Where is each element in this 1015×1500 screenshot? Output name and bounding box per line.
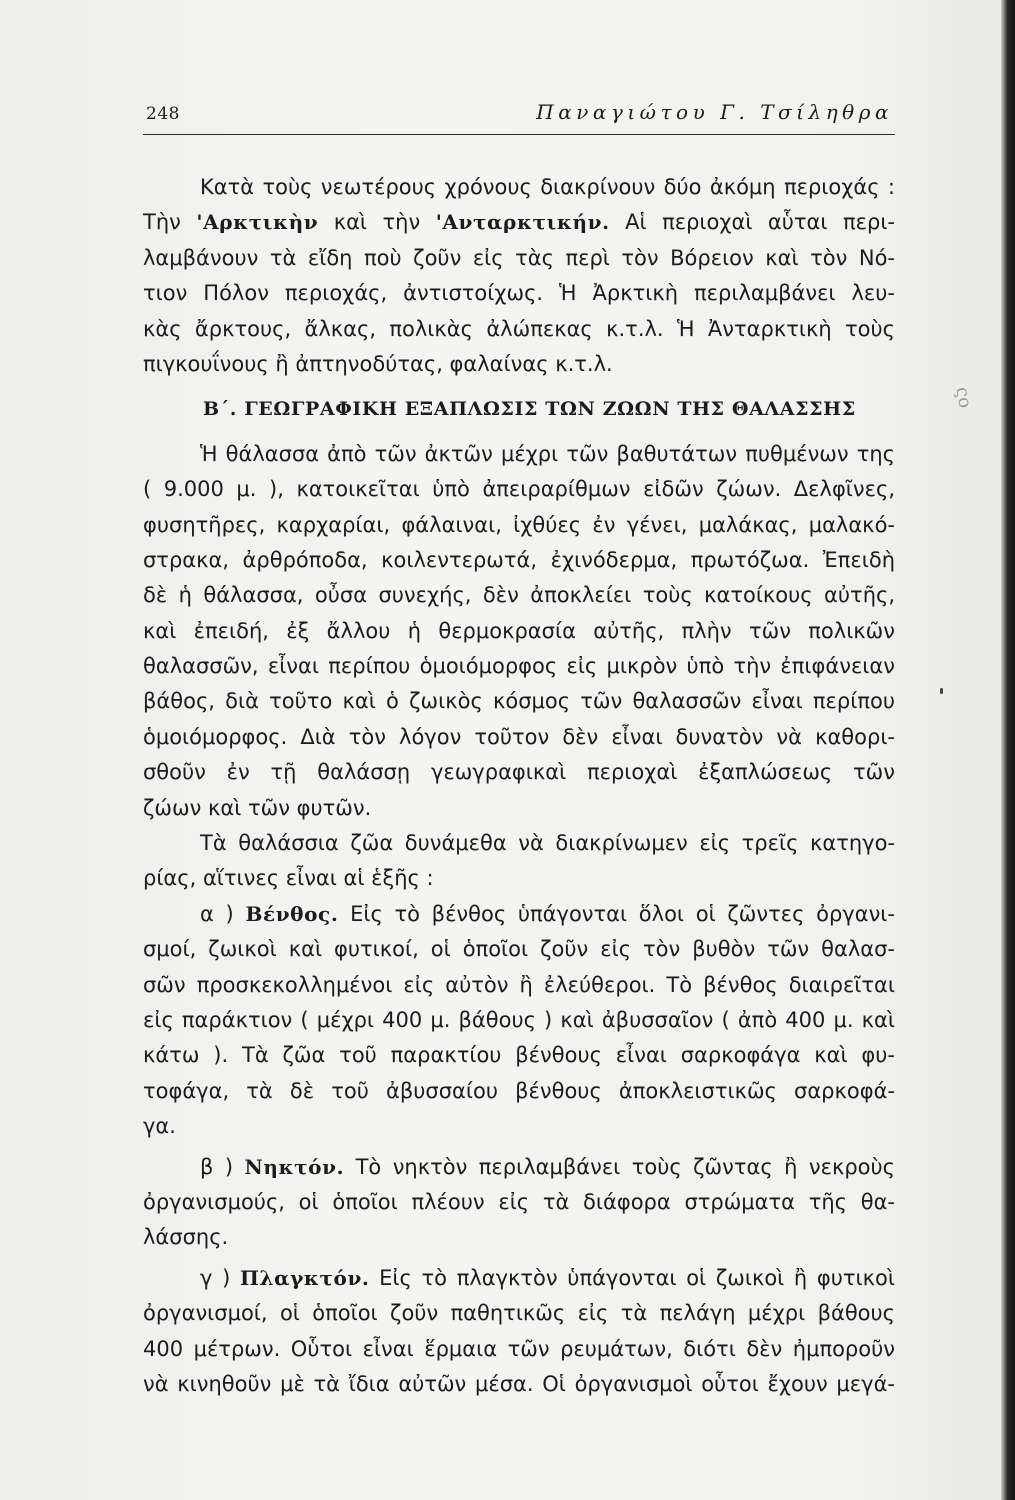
running-head: Παναγιώτου Γ. Τσίληθρα [536,100,893,124]
text-line: φυσητῆρες, καρχαρίαι, φάλαιναι, ἰχθύες ἐν γένει, μαλάκας, μαλακό- [143,512,895,537]
text-line: σθοῦν ἐν τῇ θαλάσσῃ γεωγραφικαὶ περιοχαὶ ἐξαπλώσεως τῶν [143,760,895,785]
scan-edge [1001,0,1015,1500]
text-line: νὰ κινηθοῦν μὲ τὰ ἴδια αὐτῶν μέσα. Οἱ ὀργανισμοὶ οὗτοι ἔχουν μεγά- [143,1371,895,1396]
text-line: Ἡ θάλασσα ἀπὸ τῶν ἀκτῶν μέχρι τῶν βαθυτάτων πυθμένων της [200,441,895,466]
text-line: κὰς ἄρκτους, ἄλκας, πολικὰς ἀλώπεκας κ.τ.λ. Ἡ Ἀνταρκτικὴ τοὺς [143,316,895,341]
text-line: δὲ ἡ θάλασσα, οὖσα συνεχής, δὲν ἀποκλείει τοὺς κατοίκους αὐτῆς, [143,583,895,608]
term-arctic: 'Αρκτικὴν [196,210,319,235]
term-nekton: Νηκτόν. [244,1154,345,1179]
text-line: σῶν προσκεκολλημένοι εἰς αὐτὸν ἢ ἐλεύθεροι. Τὸ βένθος διαιρεῖται [143,972,895,997]
text-line: τιον Πόλον περιοχάς, ἀντιστοίχως. Ἡ Ἀρκτικὴ περιλαμβάνει λευ- [143,281,895,306]
text-line: ζώων καὶ τῶν φυτῶν. [143,795,372,820]
text-line: κάτω ). Τὰ ζῶα τοῦ παρακτίου βένθους εἶναι σαρκοφάγα καὶ φυ- [143,1043,895,1068]
text-line: ( 9.000 μ. ), κατοικεῖται ὑπὸ ἀπειραρίθμων εἰδῶν ζώων. Δελφῖνες, [143,477,895,502]
text-line: ρίας, αἵτινες εἶναι αἱ ἑξῆς : [143,866,434,891]
text-line: εἰς παράκτιον ( μέχρι 400 μ. βάθους ) καὶ ἀβυσσαῖον ( ἀπὸ 400 μ. καὶ [143,1007,895,1032]
text-line: ὀργανισμοί, οἱ ὁποῖοι ζοῦν παθητικῶς εἰς τὰ πελάγη μέχρι βάθους [143,1301,895,1326]
ink-speck [940,688,943,694]
text-line: Τὰ θαλάσσια ζῶα δυνάμεθα νὰ διακρίνωμεν εἰς τρεῖς κατηγο- [200,831,895,856]
list-item-nekton: β ) Νηκτόν. Τὸ νηκτὸν περιλαμβάνει τοὺς ζῶντας ἢ νεκροὺς [200,1154,895,1179]
list-item-plankton: γ ) Πλαγκτόν. Εἰς τὸ πλαγκτὸν ὑπάγονται οἱ ζωικοὶ ἢ φυτικοὶ [200,1265,895,1290]
page-number: 248 [146,104,180,124]
text-line: στρακα, ἀρθρόποδα, κοιλεντερωτά, ἐχινόδερμα, πρωτόζωα. Ἐπειδὴ [143,547,895,572]
list-item-benthos: α ) Βένθος. Εἰς τὸ βένθος ὑπάγονται ὅλοι οἱ ζῶντες ὀργανι- [200,901,895,926]
text-line: λάσσης. [143,1225,229,1250]
text-line: Κατὰ τοὺς νεωτέρους χρόνους διακρίνουν δύο ἀκόμη περιοχάς : [200,175,895,199]
text-line: γα. [143,1114,176,1139]
page-header [143,100,895,135]
term-antarctic: 'Ανταρκτικήν. [435,210,610,235]
text-line: Τὴν 'Αρκτικὴν καὶ τὴν 'Ανταρκτικήν. Αἱ περιοχαὶ αὗται περι- [143,210,895,235]
text-line: καὶ ἐπειδή, ἐξ ἄλλου ἡ θερμοκρασία αὐτῆς, πλὴν τῶν πολικῶν [143,618,895,643]
text-line: 400 μέτρων. Οὗτοι εἶναι ἕρμαια τῶν ρευμάτων, διότι δὲν ἠμποροῦν [143,1336,895,1361]
term-plankton: Πλαγκτόν. [239,1265,370,1290]
text-line: βάθος, διὰ τοῦτο καὶ ὁ ζωικὸς κόσμος τῶν θαλασσῶν εἶναι περίπου [143,689,895,714]
body-text [143,170,895,1402]
term-benthos: Βένθος. [245,901,339,926]
section-heading: Β΄. ΓΕΩΓΡΑΦΙΚΗ ΕΞΑΠΛΩΣΙΣ ΤΩΝ ΖΩΩΝ ΤΗΣ ΘΑΛΑΣΣΗΣ [203,398,856,421]
text-line: πιγκουΐνους ἢ ἀπτηνοδύτας, φαλαίνας κ.τ.λ. [143,351,613,376]
text-line: λαμβάνουν τὰ εἴδη ποὺ ζοῦν εἰς τὰς περὶ τὸν Βόρειον καὶ τὸν Νό- [143,245,895,270]
text-line: σμοί, ζωικοὶ καὶ φυτικοί, οἱ ὁποῖοι ζοῦν εἰς τὸν βυθὸν τῶν θαλασ- [143,937,895,962]
text-line: ὁμοιόμορφος. Διὰ τὸν λόγον τοῦτον δὲν εἶναι δυνατὸν νὰ καθορι- [143,724,895,749]
text-line: τοφάγα, τὰ δὲ τοῦ ἀβυσσαίου βένθους ἀποκλειστικῶς σαρκοφά- [143,1078,895,1103]
margin-annotation: ςο [951,385,976,410]
text-line: θαλασσῶν, εἶναι περίπου ὁμοιόμορφος εἰς μικρὸν ὑπὸ τὴν ἐπιφάνειαν [143,654,895,679]
text-line: ὀργανισμούς, οἱ ὁποῖοι πλέουν εἰς τὰ διάφορα στρώματα τῆς θα- [143,1189,895,1214]
